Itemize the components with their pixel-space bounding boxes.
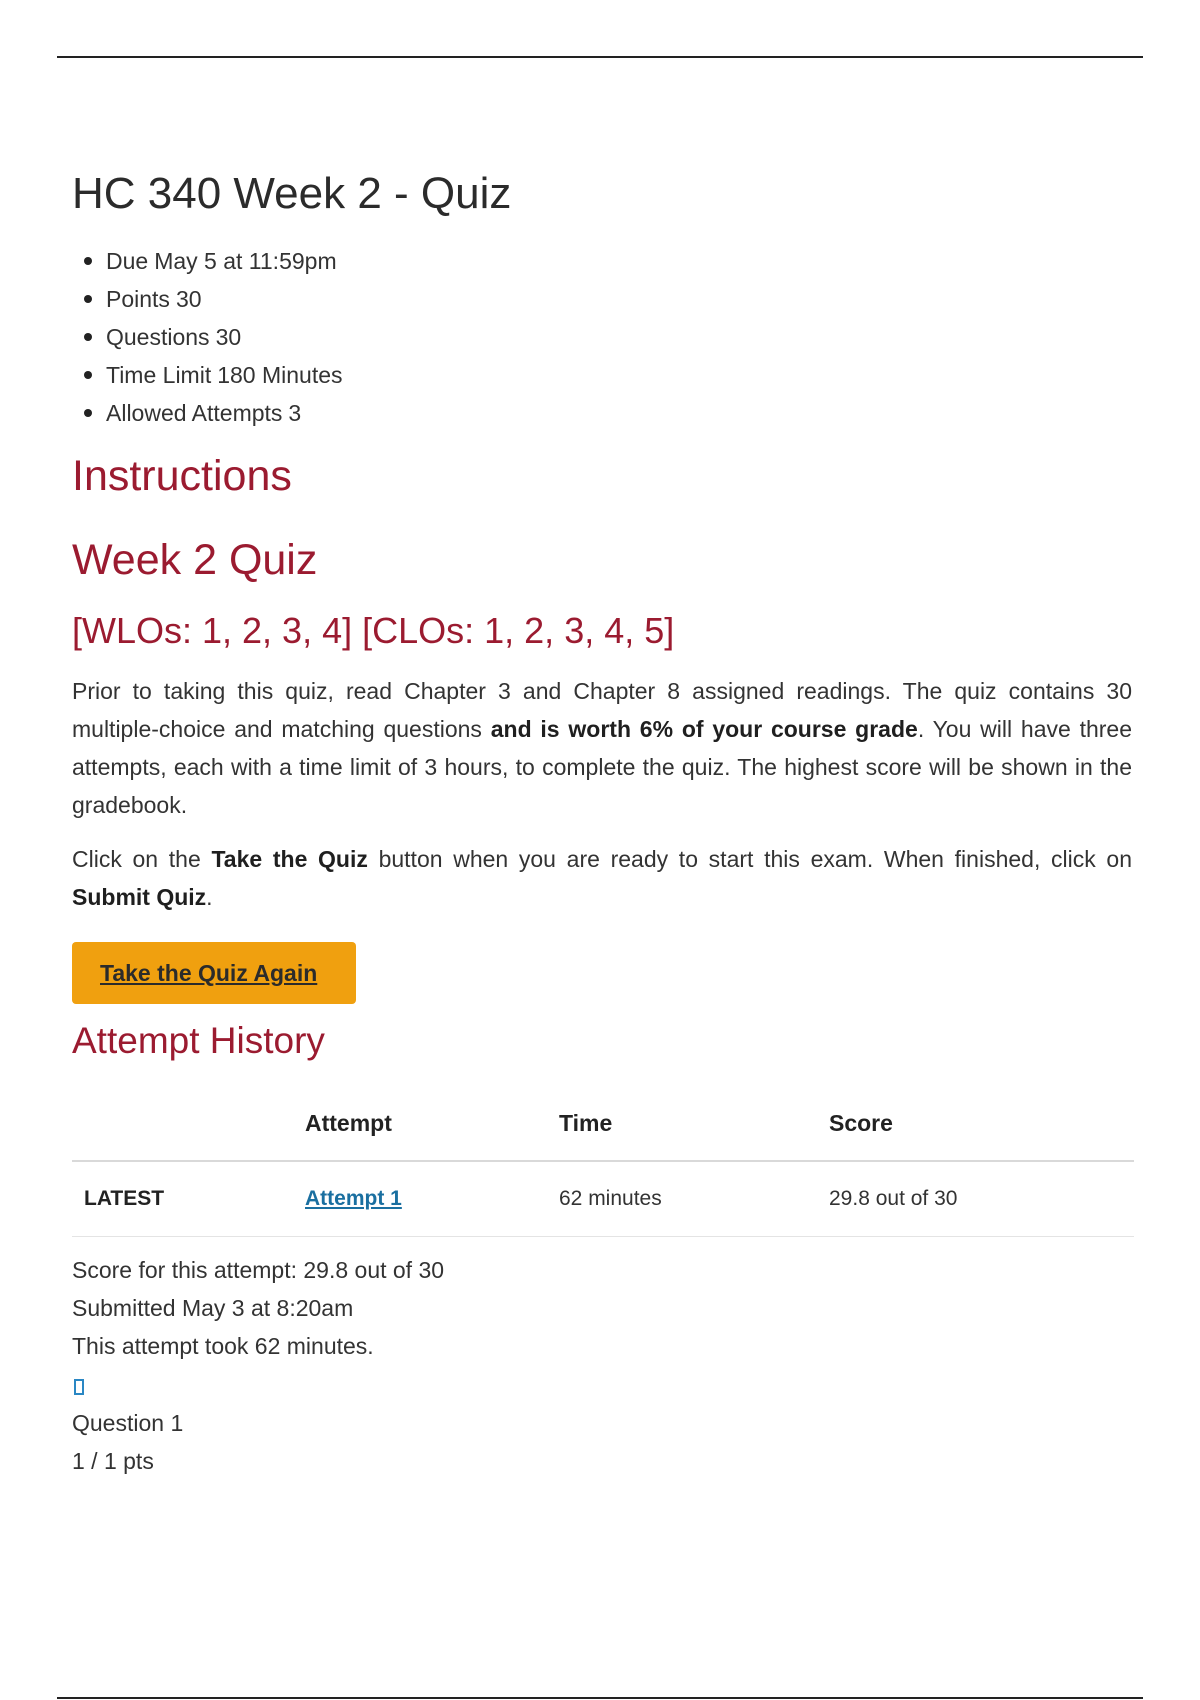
bullet-icon <box>84 409 92 417</box>
bullet-icon <box>84 333 92 341</box>
detail-questions: Questions 30 <box>72 318 1132 356</box>
instructions-paragraph: Prior to taking this quiz, read Chapter 3 and Chapter 8 assigned readings. The quiz contains 30 multiple-choice and matching questions and is worth 6% of your course grade. You will have three attempts, each with a time limit of 3 hours, to complete the quiz. The highest score will be shown in the gradebook. <box>72 678 1133 818</box>
attempt-link[interactable]: Attempt 1 <box>305 1187 402 1210</box>
table-row <box>72 1161 1134 1237</box>
table-header-row <box>72 1086 1134 1161</box>
attempt-duration: This attempt took 62 minutes. <box>72 1333 374 1359</box>
attempt-score: Score for this attempt: 29.8 out of 30 <box>72 1257 445 1283</box>
column-header-tag <box>72 1086 304 1161</box>
bottom-rule <box>57 1697 1143 1699</box>
column-header-score: Score <box>828 1086 1134 1161</box>
detail-time-limit: Time Limit 180 Minutes <box>72 356 1132 394</box>
attempt-history-heading: Attempt History <box>72 1020 325 1061</box>
quiz-heading: Week 2 Quiz <box>72 536 318 584</box>
attempt-cell <box>304 1161 558 1237</box>
detail-points: Points 30 <box>72 280 1132 318</box>
page-title: HC 340 Week 2 - Quiz <box>72 169 512 218</box>
learning-outcomes: [WLOs: 1, 2, 3, 4] [CLOs: 1, 2, 3, 4, 5] <box>72 610 675 651</box>
question-points: 1 / 1 pts <box>72 1448 154 1474</box>
take-quiz-again-button[interactable]: Take the Quiz Again <box>72 942 356 1004</box>
column-header-time: Time <box>558 1086 828 1161</box>
top-rule <box>57 56 1143 58</box>
time-cell: 62 minutes <box>558 1161 828 1237</box>
question-label: Question 1 <box>72 1410 184 1436</box>
bullet-icon <box>84 371 92 379</box>
column-header-attempt: Attempt <box>304 1086 558 1161</box>
instructions-heading: Instructions <box>72 452 292 500</box>
detail-allowed-attempts: Allowed Attempts 3 <box>72 394 1132 432</box>
latest-badge: LATEST <box>72 1161 304 1237</box>
attempt-history-table <box>72 1086 1134 1237</box>
score-cell: 29.8 out of 30 <box>828 1161 1134 1237</box>
flag-icon[interactable] <box>74 1379 84 1395</box>
bullet-icon <box>84 257 92 265</box>
submit-instructions-paragraph: Click on the Take the Quiz button when you are ready to start this exam. When finished, click on Submit Quiz. <box>72 846 1133 910</box>
attempt-submitted: Submitted May 3 at 8:20am <box>72 1295 354 1321</box>
quiz-details-list <box>72 242 1132 432</box>
bullet-icon <box>84 295 92 303</box>
detail-due: Due May 5 at 11:59pm <box>72 242 1132 280</box>
quiz-page <box>72 168 1132 1480</box>
